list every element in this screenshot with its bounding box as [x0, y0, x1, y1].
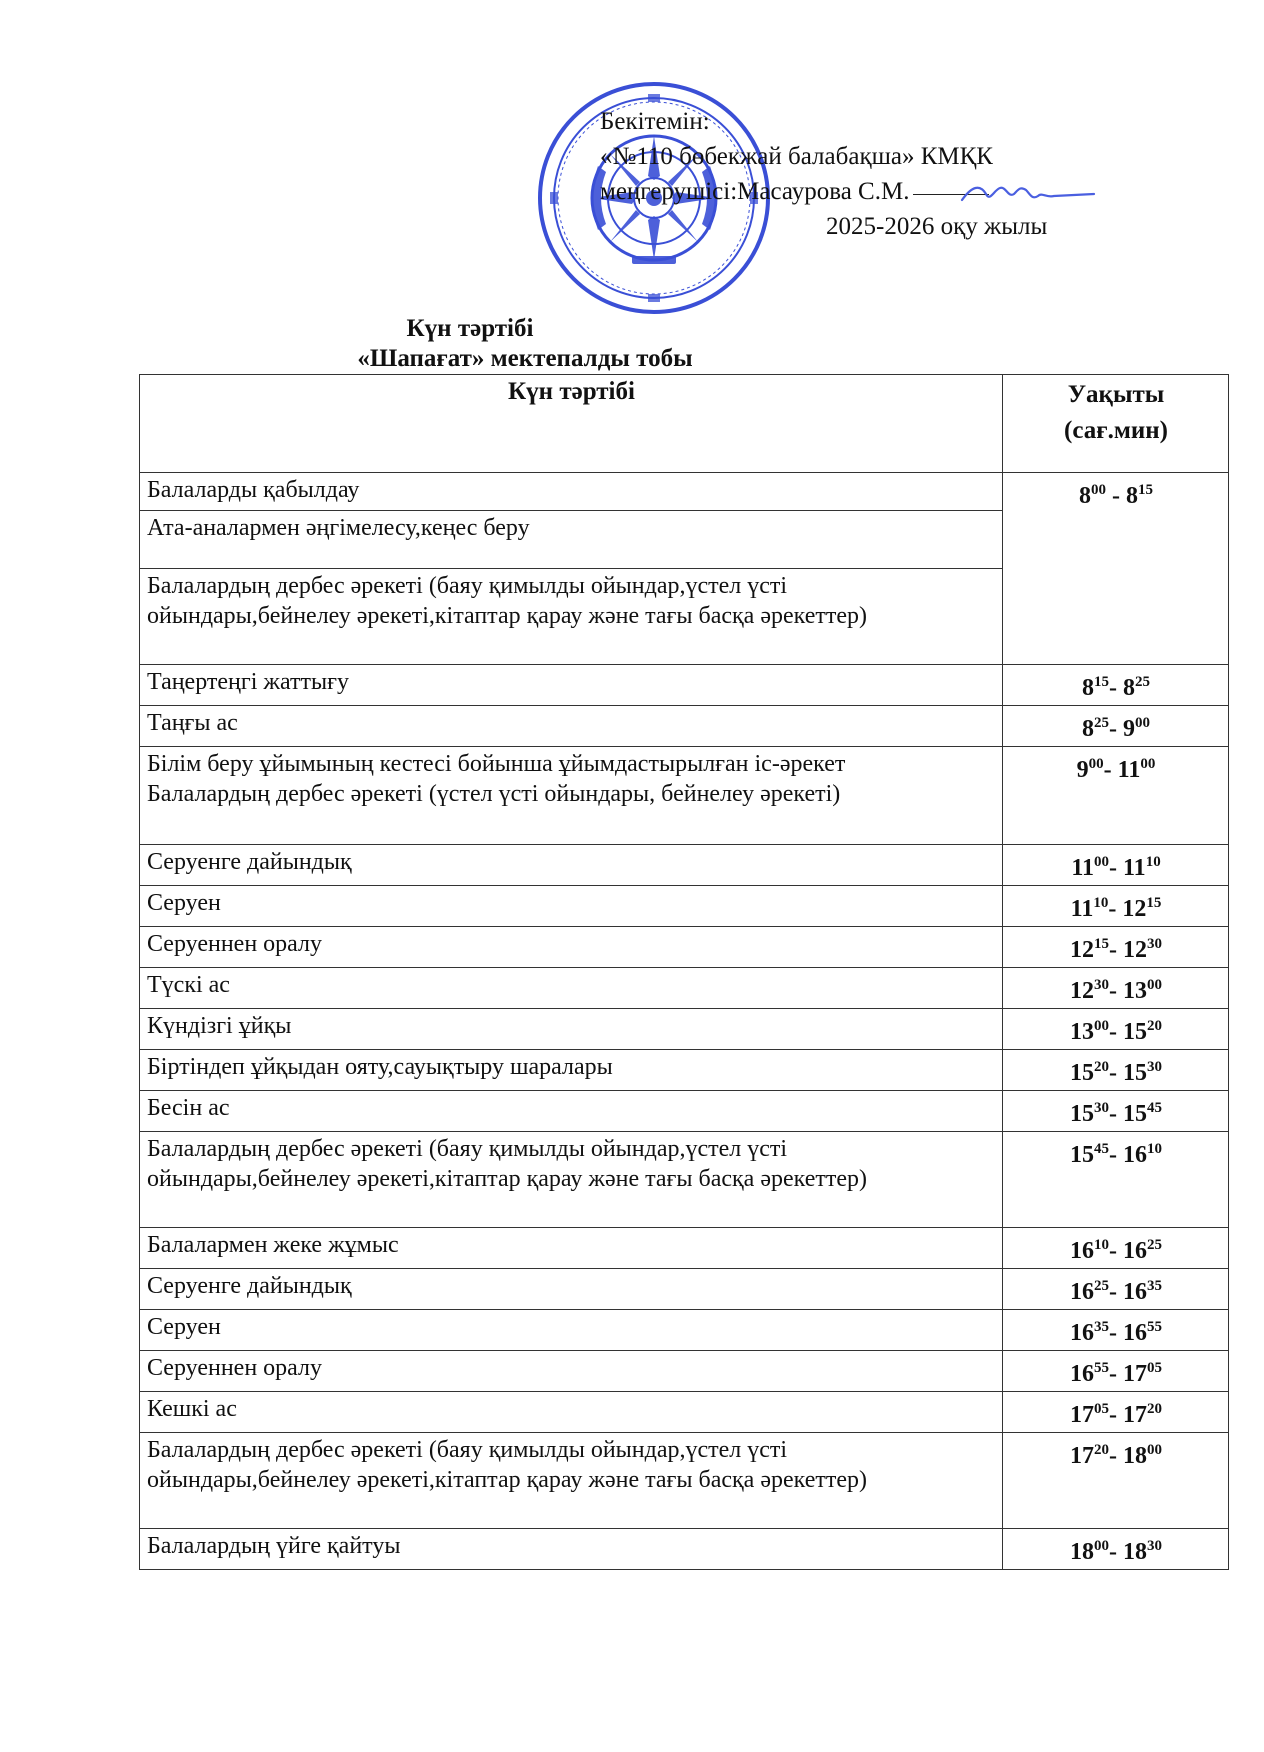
activity-cell: Балалармен жеке жұмыс: [140, 1228, 1003, 1269]
start-minutes: 30: [1094, 1100, 1109, 1116]
start-minutes: 15: [1094, 674, 1109, 690]
start-minutes: 25: [1094, 715, 1109, 731]
end-minutes: 30: [1147, 936, 1162, 952]
end-hour: 18: [1123, 1443, 1147, 1469]
time-separator: -: [1103, 757, 1118, 783]
activity-cell: Серуен: [140, 886, 1003, 927]
table-row: [140, 968, 1229, 1009]
end-hour: 12: [1123, 937, 1147, 963]
start-hour: 12: [1070, 978, 1094, 1004]
time-separator: -: [1109, 1539, 1123, 1565]
time-separator: -: [1109, 1060, 1123, 1086]
start-hour: 16: [1070, 1279, 1094, 1305]
time-separator: -: [1109, 855, 1123, 881]
header-time-label: Уақыты: [1067, 381, 1165, 408]
start-minutes: 00: [1088, 756, 1104, 772]
time-cell: [1003, 1310, 1229, 1351]
activity-cell: Түскі ас: [140, 968, 1003, 1009]
table-row: [140, 1228, 1229, 1269]
end-minutes: 45: [1147, 1100, 1162, 1116]
table-row: [140, 1091, 1229, 1132]
end-hour: 15: [1123, 1060, 1147, 1086]
end-minutes: 05: [1147, 1360, 1162, 1376]
activity-text: Білім беру ұйымының кестесі бойынша ұйымдастырылған іс-әрекет: [147, 751, 846, 777]
start-minutes: 10: [1094, 1237, 1109, 1253]
start-hour: 15: [1070, 1142, 1094, 1168]
time-cell: [1003, 1269, 1229, 1310]
end-minutes: 30: [1147, 1538, 1162, 1554]
activity-cell: Серуенге дайындық: [140, 845, 1003, 886]
end-minutes: 15: [1138, 482, 1153, 498]
start-minutes: 00: [1094, 854, 1109, 870]
time-separator: -: [1109, 1320, 1123, 1346]
table-row: [140, 845, 1229, 886]
start-minutes: 05: [1094, 1401, 1109, 1417]
group-name: «Шапағат» мектепалды тобы: [357, 345, 693, 372]
end-minutes: 25: [1135, 674, 1150, 690]
approval-heading: Бекітемін:: [600, 108, 710, 135]
end-hour: 15: [1123, 1019, 1147, 1045]
table-row: [140, 665, 1229, 706]
activity-cell: Балалардың дербес әрекеті (баяу қимылды ойындар,үстел үсті ойындары,бейнелеу әрекеті,кітаптар қарау және тағы басқа әрекеттер): [140, 1132, 1003, 1228]
time-separator: -: [1109, 978, 1123, 1004]
start-hour: 11: [1070, 896, 1094, 922]
start-hour: 8: [1082, 675, 1094, 701]
table-row: [140, 1009, 1229, 1050]
activity-cell: Серуеннен оралу: [140, 927, 1003, 968]
activity-cell: Бесін ас: [140, 1091, 1003, 1132]
end-hour: 13: [1123, 978, 1147, 1004]
time-cell: [1003, 968, 1229, 1009]
end-hour: 15: [1123, 1101, 1147, 1127]
start-hour: 9: [1076, 757, 1089, 783]
end-minutes: 10: [1147, 1141, 1162, 1157]
document-title: Күн тәртібі: [406, 315, 534, 342]
time-cell: [1003, 1228, 1229, 1269]
handwritten-signature-icon: [958, 176, 1098, 212]
start-hour: 16: [1070, 1320, 1094, 1346]
time-cell: [1003, 747, 1229, 845]
start-minutes: 15: [1094, 936, 1109, 952]
start-minutes: 20: [1094, 1059, 1109, 1075]
table-row: [140, 1392, 1229, 1433]
table-row: [140, 473, 1229, 511]
table-row: [140, 747, 1229, 845]
activity-cell: Серуеннен оралу: [140, 1351, 1003, 1392]
time-cell: [1003, 665, 1229, 706]
activity-cell: Балалардың дербес әрекеті (баяу қимылды ойындар,үстел үсті ойындары,бейнелеу әрекеті,кітаптар қарау және тағы басқа әрекеттер): [140, 569, 1003, 665]
end-minutes: 20: [1147, 1018, 1162, 1034]
table-row: [140, 1310, 1229, 1351]
start-minutes: 25: [1094, 1278, 1109, 1294]
time-cell: [1003, 1091, 1229, 1132]
activity-cell: Серуен: [140, 1310, 1003, 1351]
table-row: [140, 1529, 1229, 1570]
time-separator: -: [1109, 1443, 1123, 1469]
table-row: [140, 1433, 1229, 1529]
activity-cell: [140, 747, 1003, 845]
time-cell: [1003, 473, 1229, 665]
activity-cell: Балаларды қабылдау: [140, 473, 1003, 511]
activity-cell: Балалардың дербес әрекеті (баяу қимылды ойындар,үстел үсті ойындары,бейнелеу әрекеті,кітаптар қарау және тағы басқа әрекеттер): [140, 1433, 1003, 1529]
start-hour: 16: [1070, 1361, 1094, 1387]
start-minutes: 45: [1094, 1141, 1109, 1157]
end-hour: 16: [1123, 1320, 1147, 1346]
time-separator: -: [1108, 896, 1123, 922]
end-minutes: 35: [1147, 1278, 1162, 1294]
end-minutes: 25: [1147, 1237, 1162, 1253]
end-minutes: 00: [1147, 1442, 1162, 1458]
start-minutes: 00: [1094, 1018, 1109, 1034]
start-hour: 12: [1070, 937, 1094, 963]
document-title-block: [140, 314, 1120, 374]
start-minutes: 20: [1094, 1442, 1109, 1458]
end-hour: 17: [1123, 1361, 1147, 1387]
header-time-unit: (сағ.мин): [1064, 417, 1168, 444]
end-minutes: 15: [1146, 895, 1162, 911]
start-hour: 18: [1070, 1539, 1094, 1565]
start-minutes: 10: [1093, 895, 1109, 911]
end-minutes: 20: [1147, 1401, 1162, 1417]
time-cell: [1003, 1132, 1229, 1228]
start-minutes: 35: [1094, 1319, 1109, 1335]
table-row: [140, 886, 1229, 927]
activity-cell: Таңғы ас: [140, 706, 1003, 747]
end-minutes: 30: [1147, 1059, 1162, 1075]
activity-cell: Ата-аналармен әңгімелесу,кеңес беру: [140, 511, 1003, 569]
table-row: [140, 1050, 1229, 1091]
time-cell: [1003, 927, 1229, 968]
activity-cell: Күндізгі ұйқы: [140, 1009, 1003, 1050]
time-cell: [1003, 1351, 1229, 1392]
time-cell: [1003, 1009, 1229, 1050]
end-hour: 16: [1123, 1279, 1147, 1305]
approval-block: [600, 104, 1160, 244]
start-minutes: 55: [1094, 1360, 1109, 1376]
header-activity: Күн тәртібі: [140, 375, 1003, 473]
end-hour: 11: [1117, 757, 1141, 783]
end-hour: 9: [1123, 716, 1135, 742]
start-hour: 16: [1070, 1238, 1094, 1264]
activity-cell: Балалардың үйге қайтуы: [140, 1529, 1003, 1570]
end-minutes: 00: [1135, 715, 1150, 731]
time-separator: -: [1109, 1142, 1123, 1168]
table-header-row: [140, 375, 1229, 473]
start-hour: 17: [1070, 1402, 1094, 1428]
end-hour: 17: [1123, 1402, 1147, 1428]
start-hour: 15: [1070, 1101, 1094, 1127]
time-cell: [1003, 845, 1229, 886]
activity-cell: Таңертеңгі жаттығу: [140, 665, 1003, 706]
time-cell: [1003, 1050, 1229, 1091]
end-minutes: 10: [1145, 854, 1161, 870]
time-separator: -: [1109, 1238, 1123, 1264]
end-minutes: 00: [1140, 756, 1156, 772]
time-separator: -: [1109, 1402, 1123, 1428]
table-row: [140, 1132, 1229, 1228]
activity-text-secondary: Балалардың дербес әрекеті (үстел үсті ойындары, бейнелеу әрекеті): [147, 781, 841, 807]
time-separator: -: [1109, 1361, 1123, 1387]
header-time: [1003, 375, 1229, 473]
time-separator: -: [1109, 1019, 1123, 1045]
time-separator: -: [1109, 675, 1123, 701]
end-hour: 16: [1123, 1142, 1147, 1168]
start-hour: 11: [1071, 855, 1094, 881]
start-hour: 15: [1070, 1060, 1094, 1086]
time-cell: [1003, 1433, 1229, 1529]
end-minutes: 55: [1147, 1319, 1162, 1335]
time-separator: -: [1106, 483, 1126, 509]
time-cell: [1003, 886, 1229, 927]
start-hour: 8: [1079, 483, 1091, 509]
approval-organization: «№110 бөбекжай балабақша» КМҚК: [600, 143, 993, 170]
time-separator: -: [1109, 1279, 1123, 1305]
time-cell: [1003, 1529, 1229, 1570]
start-hour: 17: [1070, 1443, 1094, 1469]
time-separator: -: [1109, 937, 1123, 963]
end-hour: 11: [1123, 855, 1146, 881]
end-hour: 16: [1123, 1238, 1147, 1264]
start-minutes: 00: [1091, 482, 1106, 498]
start-hour: 13: [1070, 1019, 1094, 1045]
end-hour: 12: [1122, 896, 1147, 922]
end-hour: 8: [1123, 675, 1135, 701]
end-minutes: 00: [1147, 977, 1162, 993]
time-separator: -: [1109, 716, 1123, 742]
time-cell: [1003, 1392, 1229, 1433]
approval-academic-year: 2025-2026 оқу жылы: [826, 213, 1048, 240]
activity-cell: Кешкі ас: [140, 1392, 1003, 1433]
start-minutes: 00: [1094, 1538, 1109, 1554]
end-hour: 18: [1123, 1539, 1147, 1565]
time-cell: [1003, 706, 1229, 747]
table-row: [140, 1269, 1229, 1310]
start-hour: 8: [1082, 716, 1094, 742]
daily-schedule-table: [139, 374, 1229, 1570]
activity-cell: Біртіндеп ұйқыдан ояту,сауықтыру шаралары: [140, 1050, 1003, 1091]
table-row: [140, 706, 1229, 747]
start-minutes: 30: [1094, 977, 1109, 993]
approval-head-name-text: меңгерушісі:Масаурова С.М.: [600, 178, 910, 205]
end-hour: 8: [1126, 483, 1138, 509]
activity-cell: Серуенге дайындық: [140, 1269, 1003, 1310]
table-row: [140, 927, 1229, 968]
table-row: [140, 1351, 1229, 1392]
time-separator: -: [1109, 1101, 1123, 1127]
